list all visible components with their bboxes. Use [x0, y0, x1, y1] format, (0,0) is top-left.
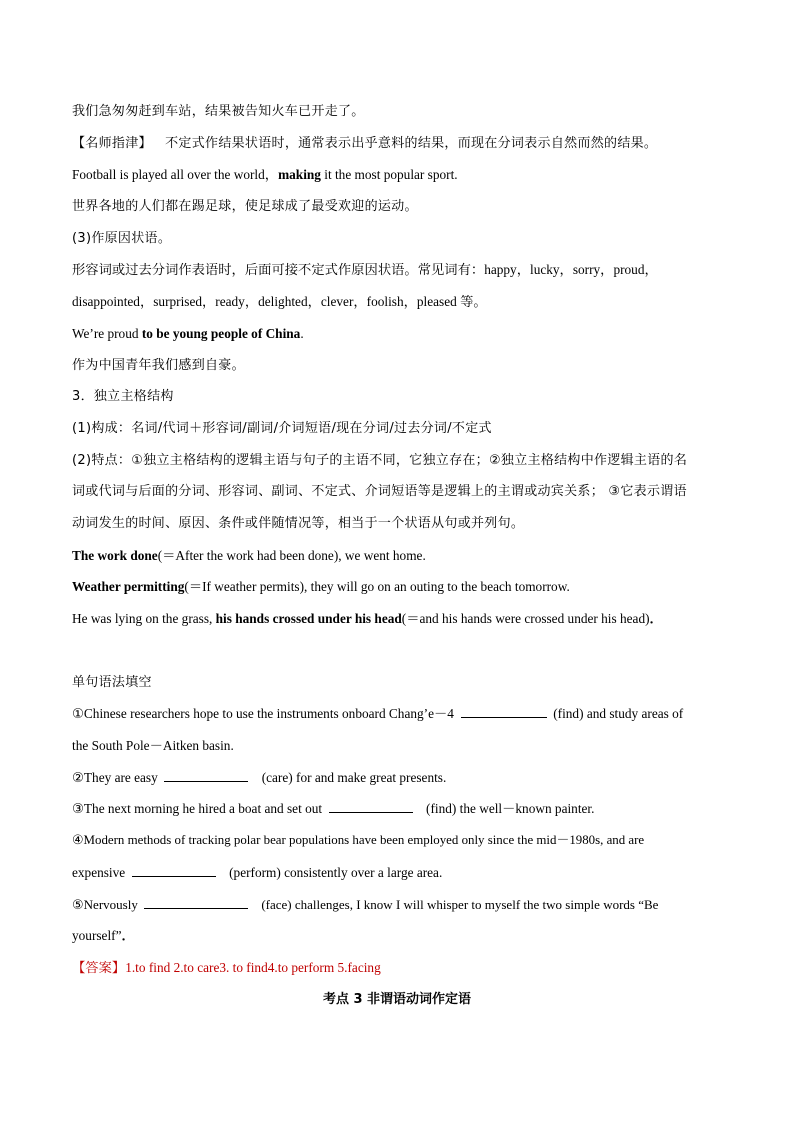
- example-text: We’re proud: [72, 325, 142, 341]
- sentence-translation: 我们急匆匆赶到车站，结果被告知火车已开走了。: [72, 104, 365, 119]
- question-text: ．: [121, 928, 135, 944]
- exercise-title: 单句语法填空: [72, 674, 152, 690]
- subheading: (3)作原因状语。: [72, 230, 172, 246]
- paragraph-line: 形容词或过去分词作表语时，后面可接不定式作原因状语。常见词有：happy，lucky，sorry，proud，: [72, 262, 658, 278]
- example-sentence: [72, 159, 722, 191]
- section-heading: 考点 3 非谓语动词作定语: [322, 991, 472, 1007]
- question-text: ⑤Nervously: [72, 896, 138, 912]
- example-bold: his hands crossed under his head: [215, 611, 402, 626]
- answer-key: [72, 952, 722, 984]
- question-text: (find) and study areas of: [553, 706, 684, 722]
- example-sentence: [72, 603, 722, 635]
- question-5-continued: [72, 920, 722, 952]
- tip-tag: 【名师指津】: [72, 135, 152, 151]
- answer-blank-1[interactable]: [461, 703, 547, 718]
- example-bold: ．: [649, 611, 663, 626]
- answer-tag: 【答案】: [72, 960, 126, 976]
- question-5: [72, 889, 722, 921]
- example-text: .: [300, 325, 304, 341]
- question-text: ①Chinese researchers hope to use the instruments onboard Chang’e－4: [72, 706, 454, 722]
- question-text: (perform) consistently over a large area.: [229, 864, 443, 880]
- section-title: 3．独立主格结构: [72, 389, 174, 405]
- paragraph-line: 词或代词与后面的分词、形容词、副词、不定式、介词短语等是逻辑上的主谓或动宾关系； ③它表示谓语: [72, 484, 687, 500]
- tip-paragraph: [72, 128, 722, 160]
- example-text: (＝and his hands were crossed under his head): [401, 611, 650, 626]
- question-4: ④Modern methods of tracking polar bear populations have been employed only since the mid－1980s, and are: [72, 833, 645, 848]
- question-text: ②They are easy: [72, 769, 158, 785]
- document-page: [72, 96, 722, 1015]
- question-1-continued: the South Pole－Aitken basin.: [72, 738, 234, 754]
- answer-text: 1.to find 2.to care3. to find4.to perform 5.facing: [125, 959, 381, 975]
- example-bold: Weather permitting: [72, 579, 185, 595]
- question-3: [72, 793, 722, 825]
- example-bold: making: [278, 167, 321, 183]
- answer-blank-4[interactable]: [132, 862, 216, 877]
- question-text: (face) challenges, I know I will whisper to myself the two simple words “Be: [261, 896, 659, 912]
- question-text: (care) for and make great presents.: [261, 769, 447, 785]
- example-bold: to be young people of China: [141, 325, 301, 341]
- paragraph-line: 动词发生的时间、原因、条件或伴随情况等，相当于一个状语从句或并列句。: [72, 515, 525, 531]
- answer-blank-3[interactable]: [329, 798, 413, 813]
- answer-blank-2[interactable]: [164, 767, 248, 782]
- example-text: (＝If weather permits), they will go on an outing to the beach tomorrow.: [184, 579, 570, 595]
- question-text: (find) the well－known painter.: [426, 801, 595, 817]
- question-1: [72, 698, 722, 730]
- example-text: He was lying on the grass,: [72, 611, 216, 626]
- example-bold: The work done: [72, 547, 158, 563]
- example-sentence: [72, 318, 722, 350]
- example-text: (＝After the work had been done), we went home.: [157, 547, 426, 563]
- example-sentence: [72, 571, 722, 603]
- paragraph-line: (2)特点：①独立主格结构的逻辑主语与句子的主语不同，它独立存在；②独立主格结构中作逻辑主语的名: [72, 452, 688, 468]
- spacer: [72, 635, 722, 667]
- question-4-continued: [72, 857, 722, 889]
- tip-text: 不定式作结果状语时，通常表示出乎意料的结果，而现在分词表示自然而然的结果。: [165, 135, 658, 151]
- sentence-translation: 世界各地的人们都在踢足球，使足球成了最受欢迎的运动。: [72, 199, 418, 215]
- example-text: Football is played all over the world，: [72, 167, 279, 183]
- question-text: expensive: [72, 864, 126, 880]
- paragraph-line: (1)构成：名词/代词＋形容词/副词/介词短语/现在分词/过去分词/不定式: [72, 420, 492, 436]
- answer-blank-5[interactable]: [144, 894, 248, 909]
- question-text: yourself”: [72, 928, 122, 944]
- paragraph-line: disappointed，surprised，ready，delighted，clever，foolish，pleased 等。: [72, 294, 487, 310]
- example-sentence: [72, 540, 722, 572]
- question-2: [72, 762, 722, 794]
- example-text: it the most popular sport.: [320, 167, 458, 183]
- sentence-translation: 作为中国青年我们感到自豪。: [72, 357, 245, 373]
- question-text: ③The next morning he hired a boat and set out: [72, 801, 323, 817]
